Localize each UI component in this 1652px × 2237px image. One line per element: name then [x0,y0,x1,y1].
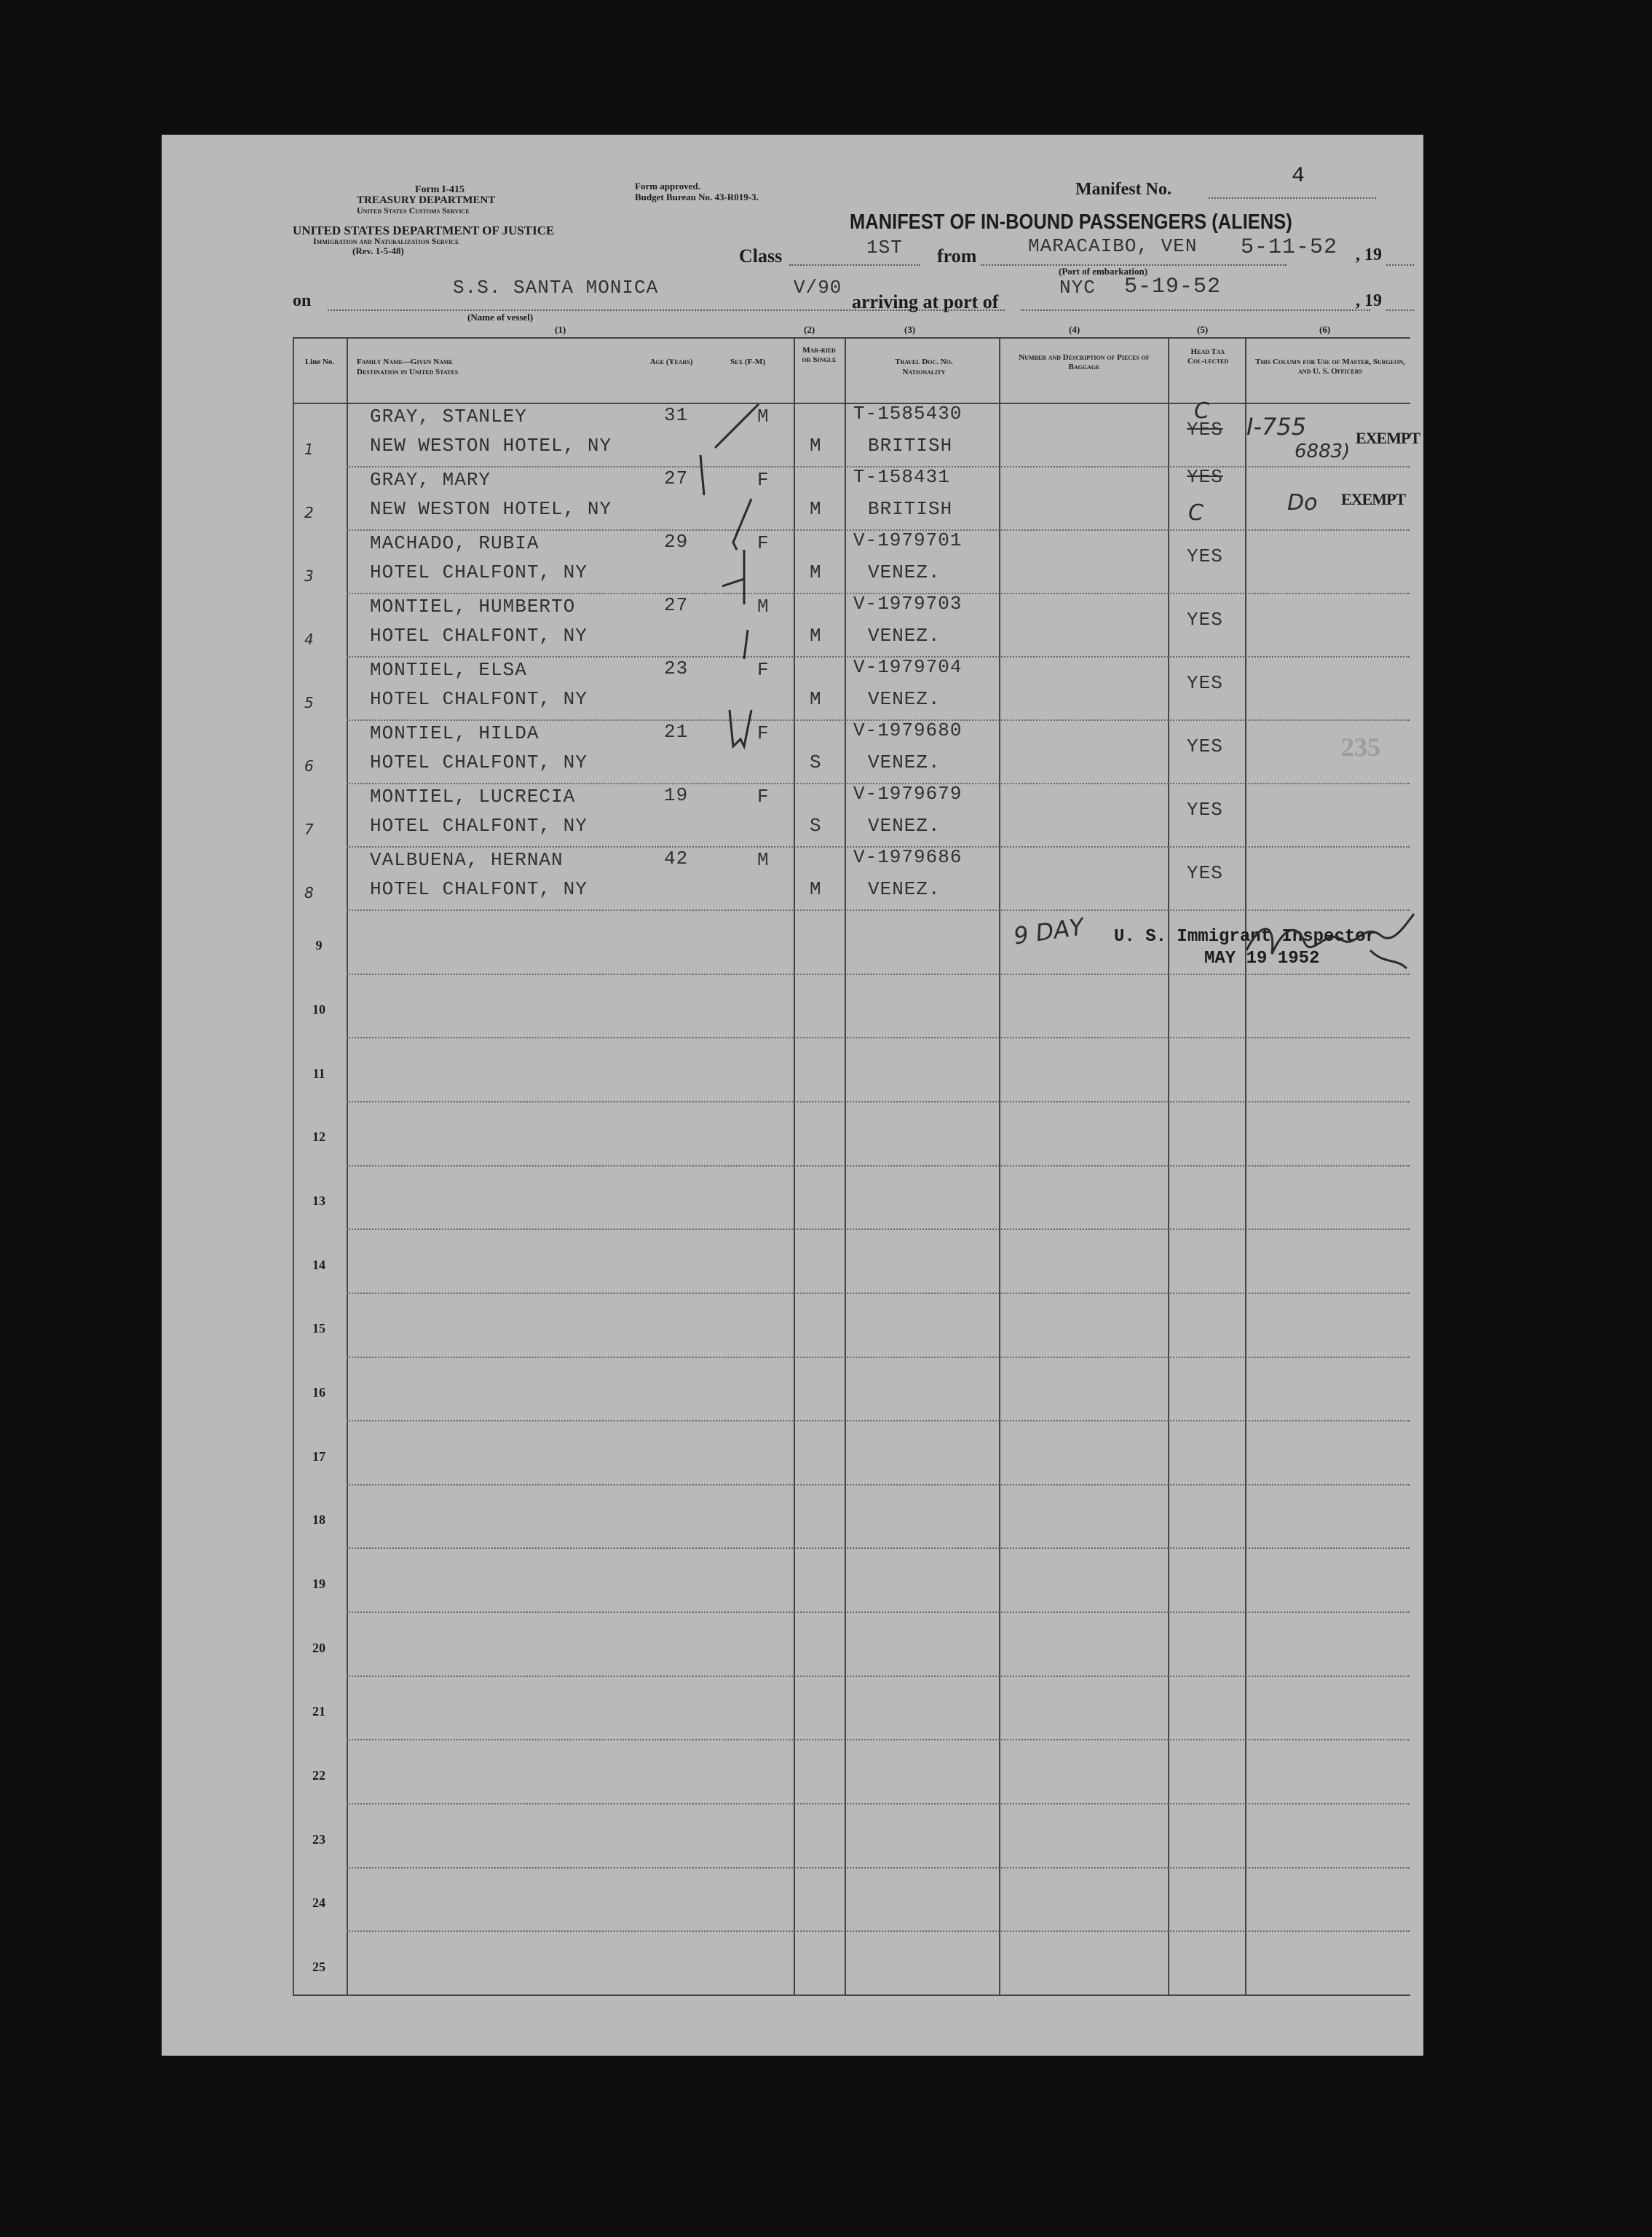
travel-doc-number: V-1979704 [853,656,963,678]
line-mark: 6 [304,757,315,775]
line-number: 10 [312,1002,325,1017]
manifest-no-underline [1209,197,1376,199]
passenger-name: VALBUENA, HERNAN [370,849,564,871]
passenger-age: 19 [664,784,689,806]
line-number: 19 [312,1576,325,1591]
passenger-name: GRAY, STANLEY [370,406,527,427]
passenger-sex: F [757,786,770,808]
head-tax: YES [1187,862,1223,884]
form-revision: (Rev. 1-5-48) [352,245,404,256]
line-number: 20 [312,1640,325,1655]
header-age: Age (Years) [649,358,693,366]
passenger-nationality: BRITISH [868,498,953,520]
passenger-sex: F [757,659,770,681]
header-line-no: Line No. [304,358,335,366]
passenger-destination: HOTEL CHALFONT, NY [370,688,588,710]
row-separator [347,1930,1410,1932]
col-number-3: (3) [904,324,916,335]
passenger-age: 27 [664,467,689,489]
line-number: 22 [312,1767,325,1783]
inspector-date-stamp: MAY 19 1952 [1204,949,1320,968]
passenger-name: GRAY, MARY [370,469,491,491]
passenger-nationality: VENEZ. [868,751,941,773]
passenger-marital: M [810,561,822,583]
exempt-stamp-2: EXEMPT [1341,490,1406,508]
passenger-age: 27 [664,594,689,616]
arrival-underline [1021,309,1370,311]
inspector-note: 9 DAY [1011,912,1086,950]
line-mark: 7 [304,821,315,838]
on-label: on [293,291,312,310]
line-number: 25 [312,1959,325,1974]
header-destination: Destination in United States [357,368,459,376]
line-number: 9 [315,938,323,953]
exempt-stamp-1: EXEMPT [1356,429,1420,447]
passenger-sex: F [757,532,770,554]
table-bottom-border [293,1995,1410,1996]
from-value: MARACAIBO, VEN [1028,235,1198,257]
tax-correction-2: C [1188,500,1204,526]
travel-doc-number: V-1979686 [853,846,963,868]
row-separator [347,1676,1410,1677]
justice-dept: UNITED STATES DEPARTMENT OF JUSTICE [293,224,555,237]
header-name: Family Name—Given Name [357,358,453,366]
header-nationality: Nationality [902,368,946,376]
passenger-marital: M [810,435,822,457]
faint-stamp-number: 235 [1341,733,1380,762]
year-underline-2 [1386,309,1414,311]
row-separator [347,1101,1410,1102]
from-label: from [937,245,977,267]
head-tax: YES [1187,609,1223,631]
manifest-no-label: Manifest No. [1075,180,1171,199]
port-embark-label: (Port of embarkation) [1059,266,1148,277]
passenger-destination: HOTEL CHALFONT, NY [370,751,588,773]
manifest-no: 4 [1292,164,1305,189]
row-separator [347,1357,1410,1358]
head-tax: YES [1187,466,1223,488]
passenger-destination: HOTEL CHALFONT, NY [370,878,588,900]
passenger-marital: M [810,688,822,710]
passenger-destination: HOTEL CHALFONT, NY [370,815,588,837]
passenger-marital: S [810,815,822,837]
line-number: 18 [312,1512,325,1528]
voyage: V/90 [794,277,842,299]
year-suffix-2: , 19 [1356,291,1382,310]
line-number: 13 [312,1194,325,1209]
passenger-name: MONTIEL, HILDA [370,722,540,744]
row-separator [347,1420,1410,1421]
row-separator [347,1803,1410,1804]
inspector-signature [1239,899,1423,979]
col-number-2: (2) [804,324,815,335]
year-suffix-1: , 19 [1356,245,1382,264]
passenger-name: MONTIEL, ELSA [370,659,527,681]
passenger-marital: M [810,625,822,647]
line-number: 24 [312,1895,325,1911]
row-separator [347,1739,1410,1740]
remark-number: 6883) [1295,441,1351,462]
passenger-nationality: VENEZ. [868,878,941,900]
customs-service: United States Customs Service [357,205,470,216]
passenger-age: 29 [664,531,689,553]
budget-bureau: Budget Bureau No. 43-R019-3. [635,192,759,202]
line-number: 21 [312,1704,325,1719]
travel-doc-number: T-1585430 [853,403,963,425]
ins-service: Immigration and Naturalization Service [313,236,459,246]
handwritten-check-marks [671,397,802,863]
passenger-age: 31 [664,404,689,426]
vessel-col-number: (1) [555,324,566,335]
vessel-label: (Name of vessel) [467,312,534,323]
header-baggage: Number and Description of Pieces of Baggage [1019,353,1150,371]
inspector-title: U. S. Immigrant Inspector [1114,927,1377,947]
class-underline [789,264,920,266]
line-mark: 8 [304,884,315,901]
row-separator [347,1484,1410,1486]
passenger-name: MONTIEL, HUMBERTO [370,596,576,618]
passenger-destination: NEW WESTON HOTEL, NY [370,435,612,457]
passenger-marital: M [810,498,822,520]
head-tax: YES [1187,735,1223,757]
passenger-sex: M [757,596,770,618]
line-number: 14 [312,1257,325,1272]
head-tax: YES [1187,799,1223,821]
passenger-destination: NEW WESTON HOTEL, NY [370,498,612,520]
passenger-age: 23 [664,658,689,679]
line-number: 23 [312,1831,325,1847]
passenger-nationality: VENEZ. [868,625,941,647]
treasury-dept: TREASURY DEPARTMENT [357,194,496,206]
form-approved: Form approved. [635,181,701,192]
header-head-tax: Head Tax Col-lected [1187,347,1229,366]
line-number: 15 [312,1321,325,1336]
travel-doc-number: V-1979679 [853,783,963,805]
passenger-name: MACHADO, RUBIA [370,532,540,554]
line-mark: 4 [304,631,315,648]
line-mark: 3 [304,567,315,585]
passenger-nationality: VENEZ. [868,815,941,837]
arrival-port: NYC [1059,277,1096,299]
arrival-date: 5-19-52 [1124,275,1222,299]
passenger-sex: M [757,849,770,871]
line-mark: 5 [304,694,315,711]
passenger-age: 42 [664,848,689,869]
travel-doc-number: V-1979701 [853,529,963,551]
form-number: Form I-415 [415,184,465,195]
passenger-nationality: VENEZ. [868,561,941,583]
table-top-border [293,337,1410,339]
passenger-destination: HOTEL CHALFONT, NY [370,561,588,583]
travel-doc-number: V-1979703 [853,593,963,615]
passenger-age: 21 [664,721,689,743]
vessel-name: S.S. SANTA MONICA [453,277,659,299]
manifest-title: MANIFEST OF IN-BOUND PASSENGERS (ALIENS) [850,210,1292,234]
head-tax: YES [1187,672,1223,694]
row-separator [347,1228,1410,1230]
col-number-5: (5) [1197,324,1209,335]
passenger-marital: S [810,751,822,773]
line-number: 11 [312,1065,325,1081]
row-separator [347,1867,1410,1869]
header-sex: Sex (F-M) [730,358,766,366]
col-number-6: (6) [1319,324,1331,335]
row-separator [347,1611,1410,1613]
line-mark: 1 [304,441,315,458]
manifest-page [162,135,1423,2056]
head-tax: YES [1187,545,1223,567]
passenger-sex: F [757,469,770,491]
from-date: 5-11-52 [1241,235,1338,260]
passenger-destination: HOTEL CHALFONT, NY [370,625,588,647]
passenger-nationality: BRITISH [868,435,953,457]
passenger-marital: M [810,878,822,900]
row-separator [347,1547,1410,1549]
row-separator [347,1037,1410,1038]
arriving-label: arriving at port of [852,291,999,312]
tax-correction-1: C [1194,398,1209,424]
line-number: 12 [312,1129,325,1145]
line-number: 17 [312,1448,325,1464]
head-tax: YES [1187,419,1223,441]
row-separator [347,1293,1410,1294]
travel-doc-number: T-158431 [853,466,950,488]
row-separator [347,1165,1410,1167]
line-mark: 2 [304,504,315,521]
header-officers: This Column for Use of Master, Surgeon, and U. S. Officers [1255,358,1405,376]
year-underline-1 [1386,264,1414,266]
passenger-sex: F [757,722,770,744]
passenger-nationality: VENEZ. [868,688,941,710]
remark-ditto: Do [1287,490,1318,516]
remark-form: I-755 [1246,413,1307,441]
line-number: 16 [312,1384,325,1400]
header-travel-doc: Travel Doc. No. [895,358,953,366]
travel-doc-number: V-1979680 [853,719,963,741]
class-value: 1ST [866,237,903,259]
passenger-sex: M [757,406,770,427]
header-married: Mar-ried or Single [802,346,837,364]
class-label: Class [739,245,783,267]
passenger-name: MONTIEL, LUCRECIA [370,786,576,808]
col-number-4: (4) [1069,324,1080,335]
